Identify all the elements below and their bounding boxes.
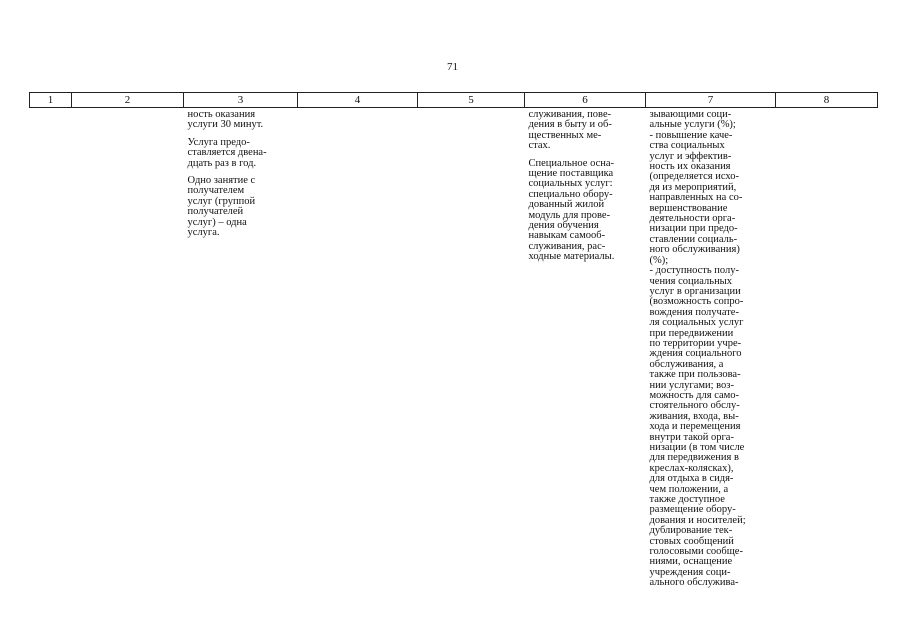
text-line: (возможность сопро- — [649, 296, 744, 308]
cell-col-4 — [298, 108, 418, 589]
text-line: получателей — [187, 206, 244, 218]
header-col-4: 4 — [298, 93, 418, 108]
col6-paragraph — [529, 159, 644, 263]
text-line: хода и перемещения — [649, 421, 741, 433]
text-line: размещение обору- — [649, 504, 736, 516]
text-line: дения обучения — [528, 220, 599, 232]
text-line: нии услугами; воз- — [649, 379, 734, 391]
text-line: служивания, рас- — [528, 240, 606, 252]
text-line: ждения социального — [649, 348, 742, 360]
text-line: направленных на со- — [649, 192, 743, 204]
text-line: живания, входа, вы- — [649, 410, 739, 422]
text-line: альные услуги (%); — [649, 119, 736, 131]
table-row — [30, 108, 878, 589]
text-line: зывающими соци- — [649, 109, 732, 120]
text-line: Услуга предо- — [187, 136, 250, 148]
services-table — [29, 92, 878, 589]
text-line: низации при предо- — [649, 223, 738, 235]
text-line: по территории учре- — [649, 337, 742, 349]
text-line: (определяется исхо- — [649, 171, 739, 183]
text-line: также доступное — [649, 494, 725, 506]
col3-paragraph — [188, 138, 296, 169]
text-line: навыкам самооб- — [528, 230, 606, 242]
text-line: ального обслужива- — [649, 577, 739, 589]
text-line: дования и носителей; — [649, 514, 746, 526]
text-line: ля социальных услуг — [649, 317, 744, 329]
text-line: - доступность полу- — [649, 265, 739, 277]
cell-col-6 — [525, 108, 646, 589]
text-line: обслуживания, а — [649, 358, 724, 370]
cell-col-5 — [418, 108, 525, 589]
cell-col-8 — [776, 108, 878, 589]
text-line: чения социальных — [649, 275, 732, 287]
text-line: стоятельного обслу- — [649, 400, 740, 412]
text-line: модуль для прове- — [528, 209, 611, 221]
text-line: услуг (группой — [187, 195, 256, 207]
text-line: ность их оказания — [649, 161, 731, 173]
text-line: ставляется двена- — [187, 147, 267, 159]
text-line: голосовыми сообще- — [649, 546, 743, 558]
header-col-2: 2 — [72, 93, 184, 108]
text-line: дцать раз в год. — [187, 157, 257, 169]
cell-col-3 — [184, 108, 298, 589]
text-line: также при пользова- — [649, 369, 741, 381]
text-line: (%); — [649, 254, 669, 266]
text-line: услуг) – одна — [187, 216, 247, 228]
text-line: деятельности орга- — [649, 213, 736, 225]
cell-col-7 — [646, 108, 776, 589]
header-col-6: 6 — [525, 93, 646, 108]
text-line: чем положении, а — [649, 483, 729, 495]
text-line: ниями, оснащение — [649, 556, 733, 568]
text-line: служивания, пове- — [528, 109, 612, 120]
text-line: - повышение каче- — [649, 129, 733, 141]
text-line: вершенствование — [649, 202, 728, 214]
text-line: социальных услуг: — [528, 178, 613, 190]
col6-paragraph — [529, 110, 644, 152]
text-line: дованный жилой — [528, 199, 605, 211]
text-line: Одно занятие с — [187, 175, 256, 187]
text-line: стовых сообщений — [649, 535, 734, 547]
page-number: 71 — [447, 61, 458, 73]
text-line: вождения получате- — [649, 306, 739, 318]
text-line: услуг и эффектив- — [649, 150, 732, 162]
text-line: ства социальных — [649, 140, 725, 152]
text-line: щение поставщика — [528, 168, 614, 180]
col7-paragraph — [650, 110, 774, 589]
text-line: дублирование тек- — [649, 525, 733, 537]
header-col-3: 3 — [184, 93, 298, 108]
text-line: при передвижении — [649, 327, 734, 339]
text-line: ного обслуживания) — [649, 244, 740, 256]
cell-col-2 — [72, 108, 184, 589]
text-line: специально обору- — [528, 188, 613, 200]
text-line: щественных ме- — [528, 129, 602, 141]
text-line: ность оказания — [187, 109, 256, 120]
text-line: креслах-колясках), — [649, 462, 734, 474]
text-line: услуга. — [187, 227, 220, 239]
header-col-5: 5 — [418, 93, 525, 108]
text-line: низации (в том числе — [649, 442, 745, 453]
header-col-1: 1 — [30, 93, 72, 108]
text-line: внутри такой орга- — [649, 431, 734, 443]
text-line: услуг в организации — [649, 285, 741, 297]
header-row — [30, 93, 878, 108]
text-line: учреждения соци- — [649, 566, 731, 578]
col3-paragraph — [188, 176, 296, 238]
text-line: дения в быту и об- — [528, 119, 612, 131]
text-line: для передвижения в — [649, 452, 739, 464]
col3-paragraph — [188, 110, 296, 131]
text-line: ставлении социаль- — [649, 233, 738, 245]
text-line: стах. — [528, 140, 551, 152]
text-line: дя из мероприятий, — [649, 181, 737, 193]
cell-col-1 — [30, 108, 72, 589]
header-col-8: 8 — [776, 93, 878, 108]
text-line: получателем — [187, 185, 245, 197]
text-line: для отдыха в сидя- — [649, 473, 734, 485]
text-line: можность для само- — [649, 389, 740, 401]
text-line: ходные материалы. — [528, 251, 615, 263]
text-line: Специальное осна- — [528, 157, 615, 169]
header-col-7: 7 — [646, 93, 776, 108]
text-line: услуги 30 минут. — [187, 119, 264, 131]
